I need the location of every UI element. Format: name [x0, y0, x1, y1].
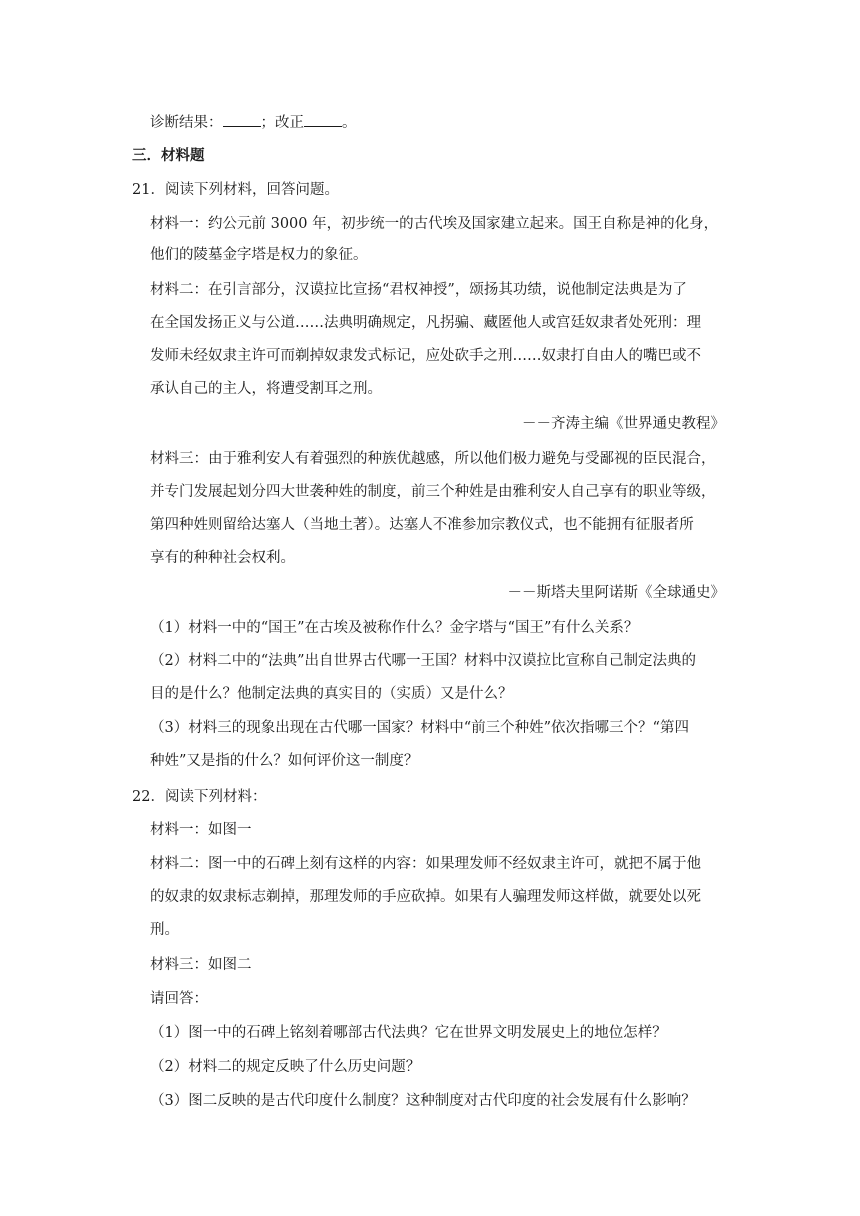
q22-question-3: （3）图二反映的是古代印度什么制度？这种制度对古代印度的社会发展有什么影响？ [150, 1093, 696, 1109]
q21-material1-line: 他们的陵墓金字塔是权力的象征。 [150, 247, 368, 263]
q22-prompt: 请回答： [150, 991, 208, 1007]
q22-question-2: （2）材料二的规定反映了什么历史问题？ [150, 1059, 421, 1075]
q21-question-2-line: 目的是什么？他制定法典的真实目的（实质）又是什么？ [150, 686, 513, 702]
q21-material2-line: 承认自己的主人，将遭受割耳之刑。 [150, 381, 382, 397]
q22-material1: 材料一：如图一 [150, 822, 252, 838]
q21-material3-line: 享有的种种社会权利。 [150, 550, 295, 566]
q22-question-1: （1）图一中的石碑上铭刻着哪部古代法典？它在世界文明发展史上的地位怎样？ [150, 1025, 667, 1041]
diagnosis-end: 。 [342, 115, 357, 131]
q21-question-3-line: （3）材料三的现象出现在古代哪一国家？材料中“前三个种姓”依次指哪三个？“第四 [150, 720, 689, 736]
answer-blank-2 [304, 112, 342, 127]
q21-material3-line: 并专门发展起划分四大世袭种姓的制度，前三个种姓是由雅利安人自己享有的职业等级， [150, 484, 716, 500]
diagnosis-separator: ；改正 [260, 115, 304, 131]
q21-material1-line: 材料一：约公元前 3000 年，初步统一的古代埃及国家建立起来。国王自称是神的化身， [150, 216, 719, 232]
q21-material2-line: 材料二：在引言部分，汉谟拉比宣扬“君权神授”，颂扬其功绩，说他制定法典是为了 [150, 282, 687, 298]
q22-material2-line: 刑。 [150, 922, 179, 938]
q21-material2-line: 在全国发扬正义与公道……法典明确规定，凡拐骗、藏匿他人或宫廷奴隶者处死刑：理 [150, 315, 701, 331]
diagnosis-line [150, 112, 357, 132]
q22-material3: 材料三：如图二 [150, 957, 252, 973]
q21-stem: 21．阅读下列材料，回答问题。 [132, 182, 339, 198]
q21-question-2-line: （2）材料二中的“法典”出自世界古代哪一王国？材料中汉谟拉比宣称自己制定法典的 [150, 653, 697, 669]
q22-material2-line: 的奴隶的奴隶标志剃掉，那理发师的手应砍掉。如果有人骗理发师这样做，就要处以死 [150, 889, 701, 905]
q21-material3-line: 材料三：由于雅利安人有着强烈的种族优越感，所以他们极力避免与受鄙视的臣民混合， [150, 451, 716, 467]
diagnosis-label: 诊断结果： [150, 115, 223, 131]
q21-material2-line: 发师未经奴隶主许可而剃掉奴隶发式标记，应处砍手之刑……奴隶打自由人的嘴巴或不 [150, 348, 701, 364]
q21-source-2: －－齐涛主编《世界通史教程》 [522, 416, 725, 432]
q21-question-1: （1）材料一中的“国王”在古埃及被称作什么？金字塔与“国王”有什么关系？ [150, 620, 639, 636]
q21-material3-line: 第四种姓则留给达塞人（当地土著）。达塞人不准参加宗教仪式，也不能拥有征服者所 [150, 517, 694, 533]
answer-blank-1 [223, 112, 261, 127]
q21-question-3-line: 种姓”又是指的什么？如何评价这一制度？ [150, 753, 419, 769]
q21-source-3: －－斯塔夫里阿诺斯《全球通史》 [507, 585, 725, 601]
section-title: 三．材料题 [132, 147, 205, 164]
q22-material2-line: 材料二：图一中的石碑上刻有这样的内容：如果理发师不经奴隶主许可，就把不属于他 [150, 856, 701, 872]
q22-stem: 22．阅读下列材料： [132, 789, 267, 805]
